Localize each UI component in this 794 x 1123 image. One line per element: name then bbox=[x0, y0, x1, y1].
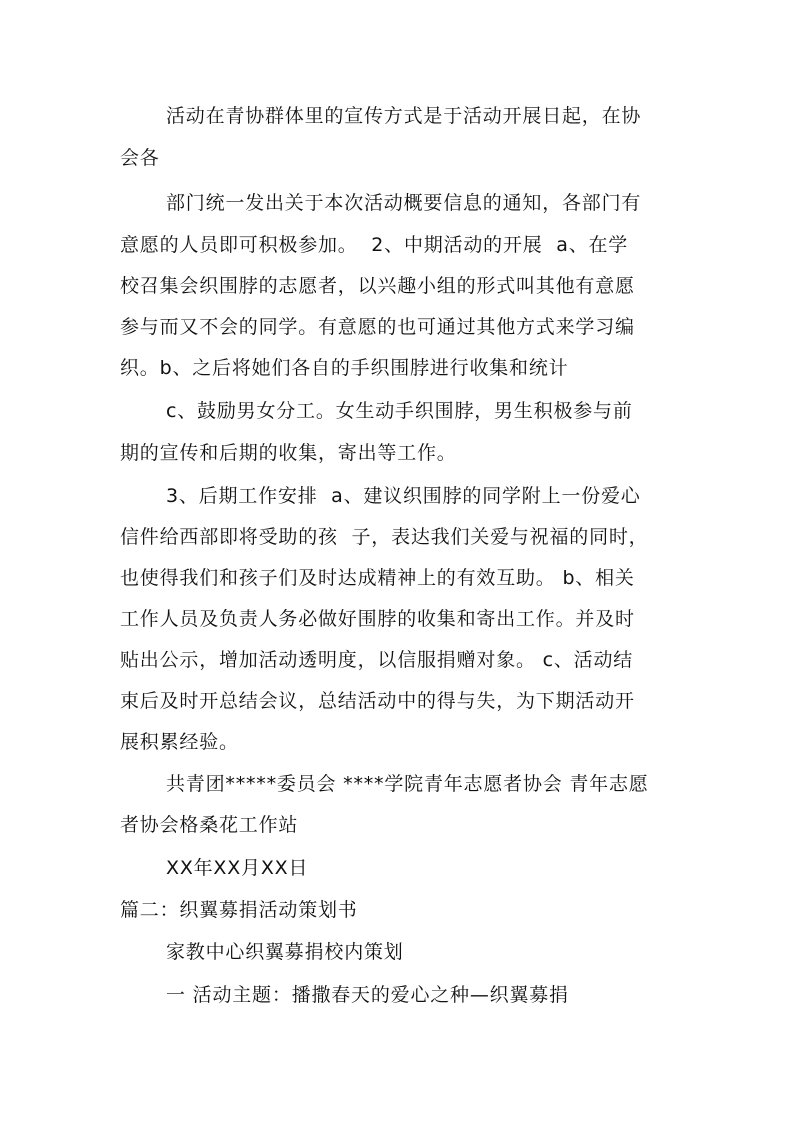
body-line: 展积累经验。 bbox=[120, 731, 239, 753]
body-line: 会各 bbox=[120, 147, 160, 169]
activity-theme-line: 一 活动主题：播撒春天的爱心之种—织翼募捐 bbox=[166, 984, 569, 1006]
body-line: 部门统一发出关于本次活动概要信息的通知，各部门有 bbox=[166, 192, 642, 214]
body-line: 织。b、之后将她们各自的手织围脖进行收集和统计 bbox=[120, 357, 569, 379]
signature-line: 共青团*****委员会 ****学院青年志愿者协会 青年志愿 bbox=[166, 773, 649, 795]
signature-line: 者协会格桑花工作站 bbox=[120, 814, 299, 836]
body-line: 3、后期工作安排 a、建议织围脖的同学附上一份爱心 bbox=[166, 485, 641, 507]
body-line: 校召集会织围脖的志愿者，以兴趣小组的形式叫其他有意愿 bbox=[120, 275, 635, 297]
body-line: 工作人员及负责人务必做好围脖的收集和寄出工作。并及时 bbox=[120, 608, 635, 630]
body-line: 活动在青协群体里的宣传方式是于活动开展日起，在协 bbox=[166, 105, 642, 127]
subsection-title: 家教中心织翼募捐校内策划 bbox=[166, 941, 404, 963]
body-line: 也使得我们和孩子们及时达成精神上的有效互助。 b、相关 bbox=[120, 567, 635, 589]
body-line: 参与而又不会的同学。有意愿的也可通过其他方式来学习编 bbox=[120, 316, 635, 338]
body-line: 期的宣传和后期的收集，寄出等工作。 bbox=[120, 442, 457, 464]
date-line: XX年XX月XX日 bbox=[166, 857, 309, 879]
body-line: c、鼓励男女分工。女生动手织围脖，男生积极参与前 bbox=[166, 400, 633, 422]
body-line: 贴出公示，增加活动透明度，以信服捐赠对象。 c、活动结 bbox=[120, 649, 634, 671]
section-heading: 篇二：织翼募捐活动策划书 bbox=[120, 899, 358, 921]
body-line: 束后及时开总结会议，总结活动中的得与失，为下期活动开 bbox=[120, 690, 635, 712]
body-line: 信件给西部即将受助的孩 子，表达我们关爱与祝福的同时， bbox=[120, 526, 649, 548]
body-line: 意愿的人员即可积极参加。 2、中期活动的开展 a、在学 bbox=[120, 234, 629, 256]
